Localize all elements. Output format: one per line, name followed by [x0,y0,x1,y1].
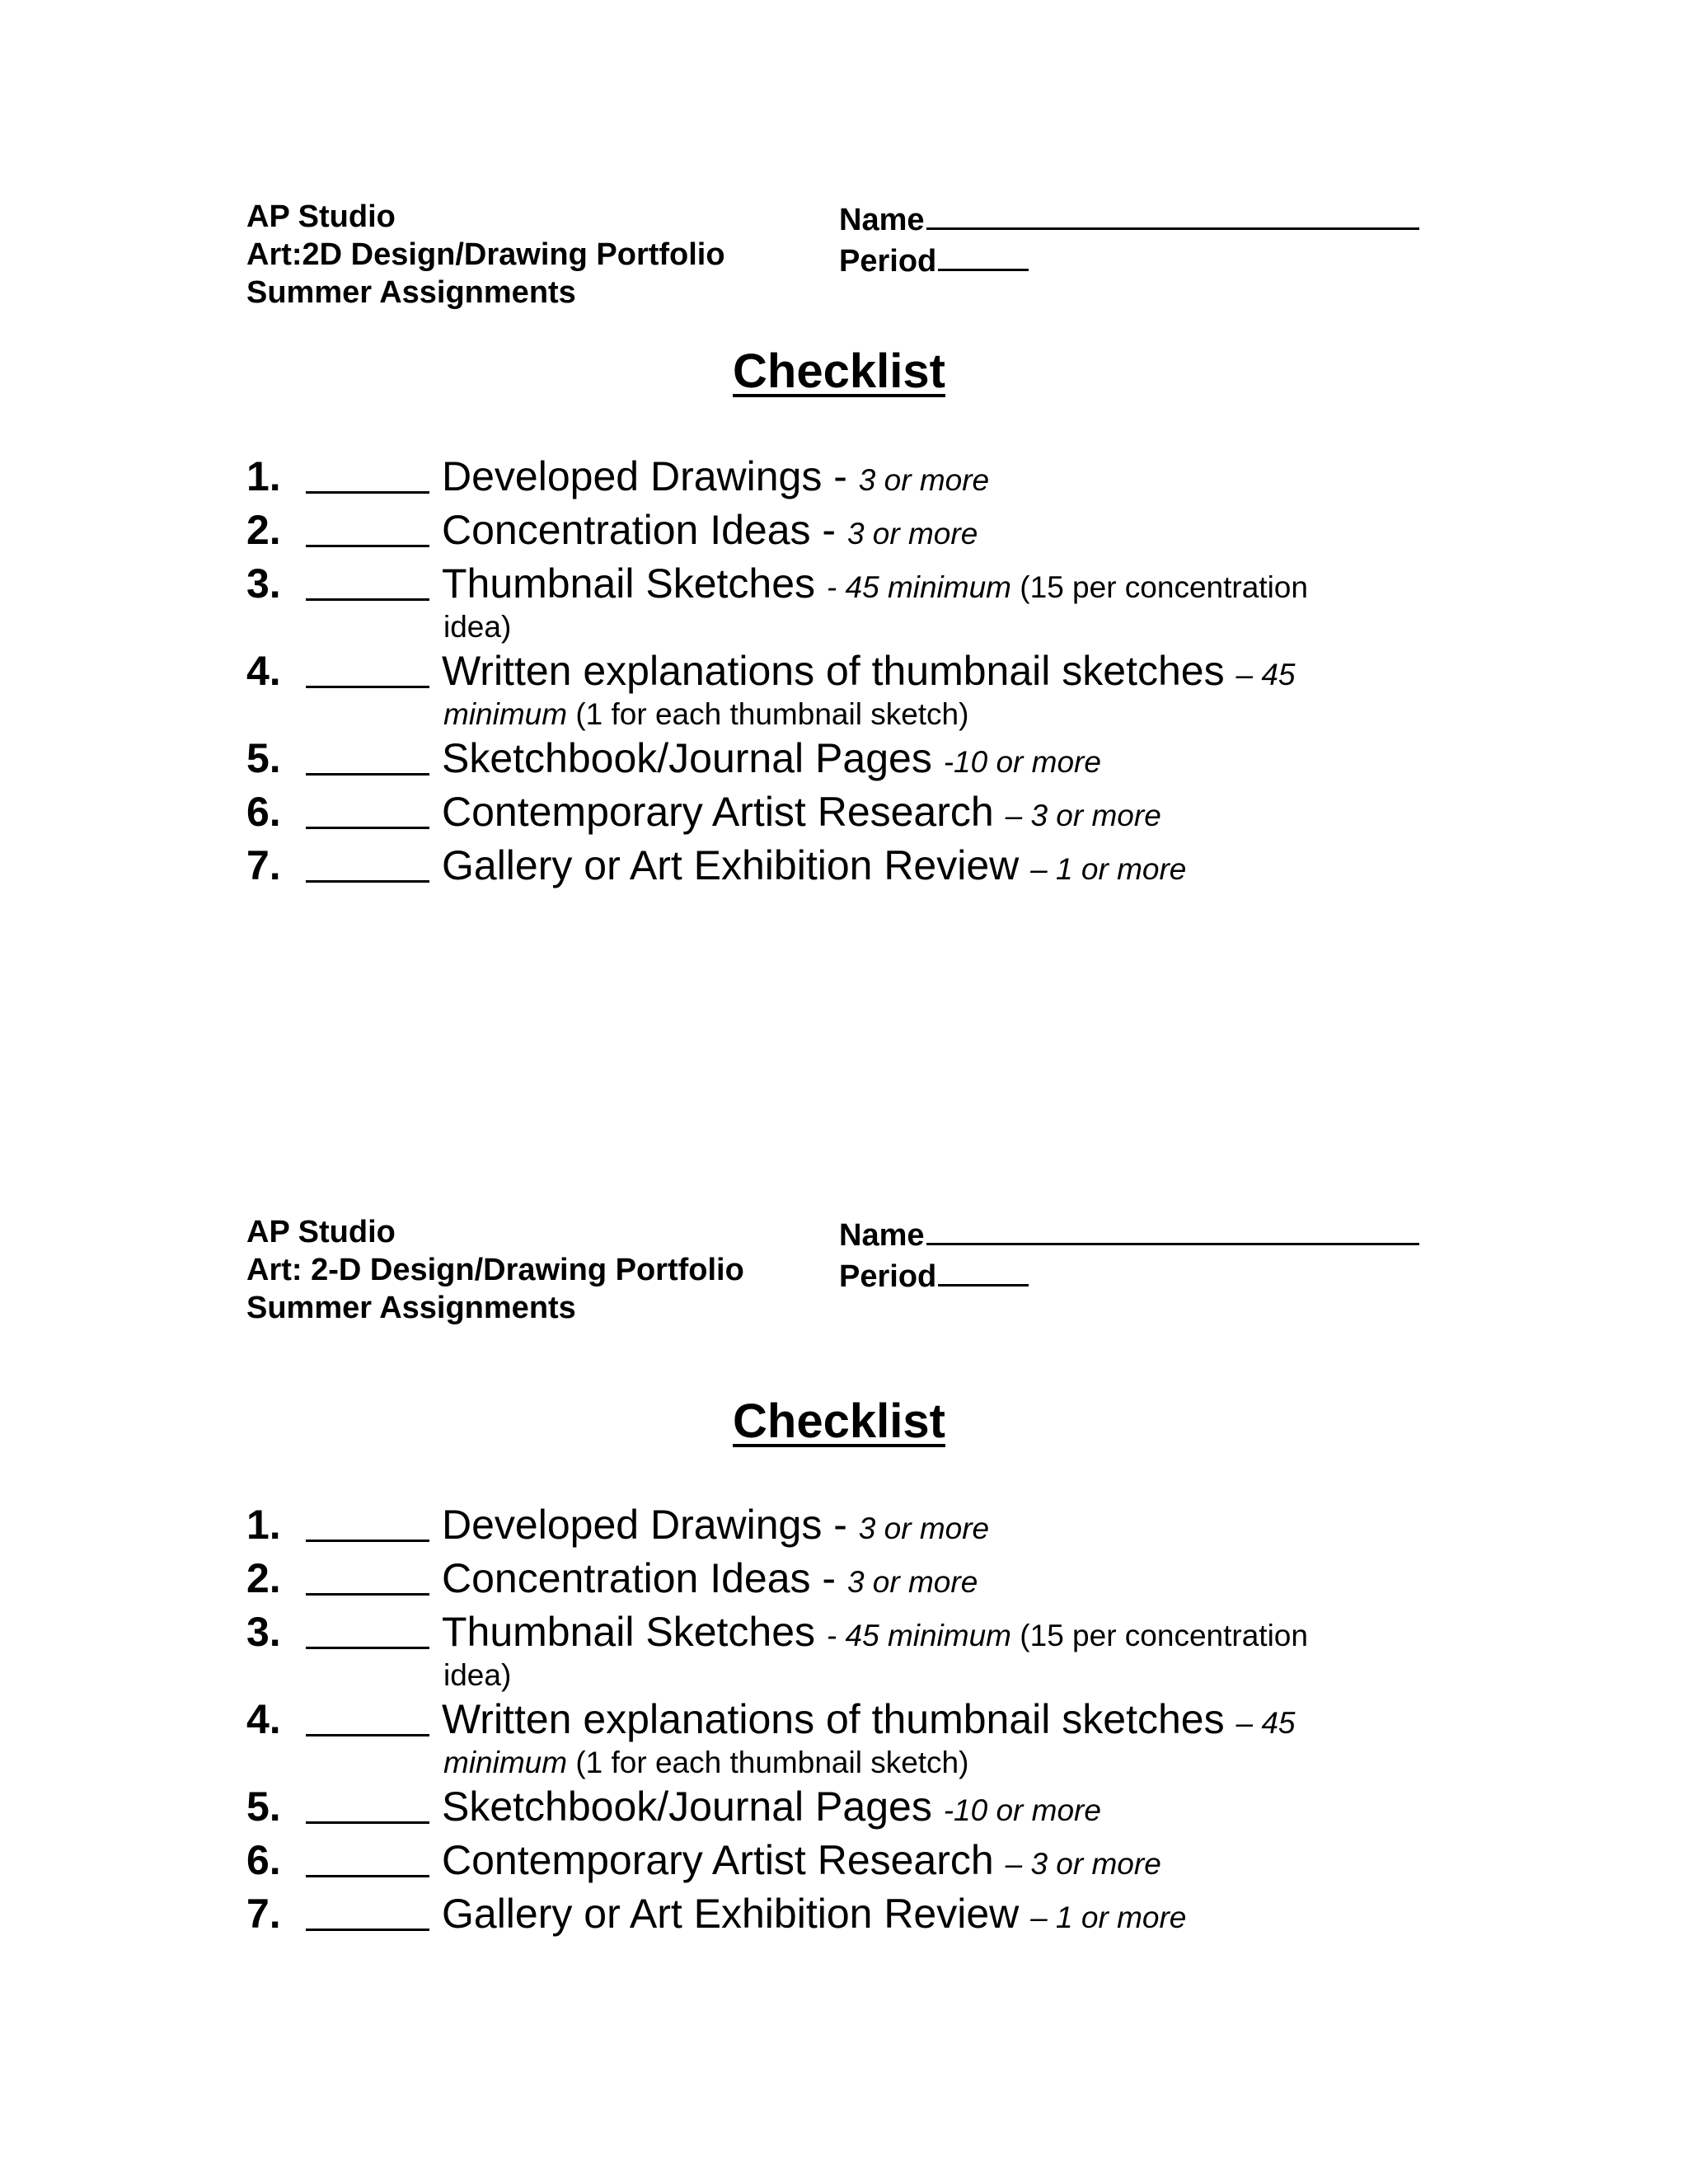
item-note: – 3 or more [1005,799,1161,832]
item-note: 3 or more [846,1565,978,1599]
item-note: – 3 or more [1005,1847,1161,1881]
item-label: Written explanations of thumbnail sketches [442,648,1236,694]
item-number: 7. [246,842,281,888]
checklist-item [246,452,1483,505]
check-blank[interactable] [306,598,429,601]
item-detail-cont: (1 for each thumbnail sketch) [567,1746,969,1779]
checklist-item [246,559,1483,646]
item-number: 2. [246,1555,281,1601]
item-detail-cont: (1 for each thumbnail sketch) [567,697,969,731]
checklist-item [246,1835,1483,1889]
item-note: – 45 [1236,658,1296,691]
item-number: 6. [246,1837,281,1883]
course-line-3: Summer Assignments [246,275,576,310]
item-number: 3. [246,1609,281,1655]
checklist-item [246,1782,1483,1835]
student-info [839,198,1419,280]
checklist-item [246,1500,1483,1554]
course-header [246,198,725,312]
item-detail: (15 per concentration [1011,570,1308,604]
item-number: 7. [246,1891,281,1937]
item-label: Developed Drawings - [442,1502,859,1548]
course-line-3: Summer Assignments [246,1291,576,1325]
item-note: – 45 [1236,1706,1296,1740]
item-label: Developed Drawings - [442,453,859,499]
item-note: -10 or more [943,1793,1101,1827]
student-info [839,1213,1419,1296]
name-row [839,198,1419,239]
course-header [246,1213,744,1327]
period-blank[interactable] [938,1254,1029,1286]
item-note: - 45 minimum [826,1619,1012,1652]
item-label: Contemporary Artist Research [442,789,1006,835]
checklist-item [246,787,1483,841]
item-label: Sketchbook/Journal Pages [442,735,944,781]
check-blank[interactable] [306,1821,429,1824]
checklist-item [246,1889,1483,1943]
check-blank[interactable] [306,880,429,883]
item-number: 5. [246,1783,281,1830]
item-note: 3 or more [858,463,990,497]
item-detail: (15 per concentration [1011,1619,1308,1652]
checklist-title: Checklist [733,1394,945,1448]
name-row [839,1213,1419,1254]
course-line-1: AP Studio [246,199,396,234]
item-label: Concentration Ideas - [442,507,847,553]
checklist-item [246,1694,1483,1782]
item-number: 4. [246,1696,281,1742]
item-number: 3. [246,560,281,607]
item-note: 3 or more [846,517,978,551]
name-label: Name [839,1218,925,1253]
check-blank[interactable] [306,827,429,829]
check-blank[interactable] [306,686,429,688]
item-number: 1. [246,1502,281,1548]
item-label: Contemporary Artist Research [442,1837,1006,1883]
check-blank[interactable] [306,1875,429,1877]
checklist-item [246,646,1483,733]
item-note: - 45 minimum [826,570,1012,604]
course-line-2: Art: 2-D Design/Drawing Portfolio [246,1253,744,1287]
check-blank[interactable] [306,773,429,776]
item-note: -10 or more [943,745,1101,779]
course-line-1: AP Studio [246,1215,396,1249]
item-number: 1. [246,453,281,499]
course-line-2: Art:2D Design/Drawing Portfolio [246,237,725,272]
checklist-item [246,733,1483,787]
item-note-cont: minimum [443,697,568,731]
checklist-items [246,452,1483,894]
check-blank[interactable] [306,1929,429,1931]
item-number: 2. [246,507,281,553]
checklist-item [246,841,1483,894]
item-number: 6. [246,789,281,835]
period-label: Period [839,1259,937,1294]
item-label: Thumbnail Sketches [442,560,827,607]
item-number: 5. [246,735,281,781]
item-number: 4. [246,648,281,694]
item-detail-cont: idea) [443,610,512,644]
item-note-cont: minimum [443,1746,568,1779]
checklist-items [246,1500,1483,1943]
checklist-item [246,505,1483,559]
name-blank[interactable] [926,198,1419,230]
checklist-item [246,1607,1483,1694]
checklist-title: Checklist [733,344,945,398]
check-blank[interactable] [306,1593,429,1596]
item-note: 3 or more [858,1511,990,1545]
check-blank[interactable] [306,491,429,494]
item-label: Concentration Ideas - [442,1555,847,1601]
name-blank[interactable] [926,1213,1419,1245]
checklist-item [246,1554,1483,1607]
item-detail-cont: idea) [443,1658,512,1692]
item-label: Thumbnail Sketches [442,1609,827,1655]
item-label: Gallery or Art Exhibition Review [442,842,1031,888]
period-label: Period [839,244,937,279]
item-note: – 1 or more [1030,852,1187,886]
period-blank[interactable] [938,239,1029,271]
check-blank[interactable] [306,1540,429,1542]
period-row [839,239,1419,280]
check-blank[interactable] [306,1734,429,1736]
check-blank[interactable] [306,1647,429,1649]
item-label: Written explanations of thumbnail sketches [442,1696,1236,1742]
name-label: Name [839,203,925,237]
item-label: Sketchbook/Journal Pages [442,1783,944,1830]
check-blank[interactable] [306,545,429,547]
period-row [839,1254,1419,1296]
item-note: – 1 or more [1030,1900,1187,1934]
item-label: Gallery or Art Exhibition Review [442,1891,1031,1937]
